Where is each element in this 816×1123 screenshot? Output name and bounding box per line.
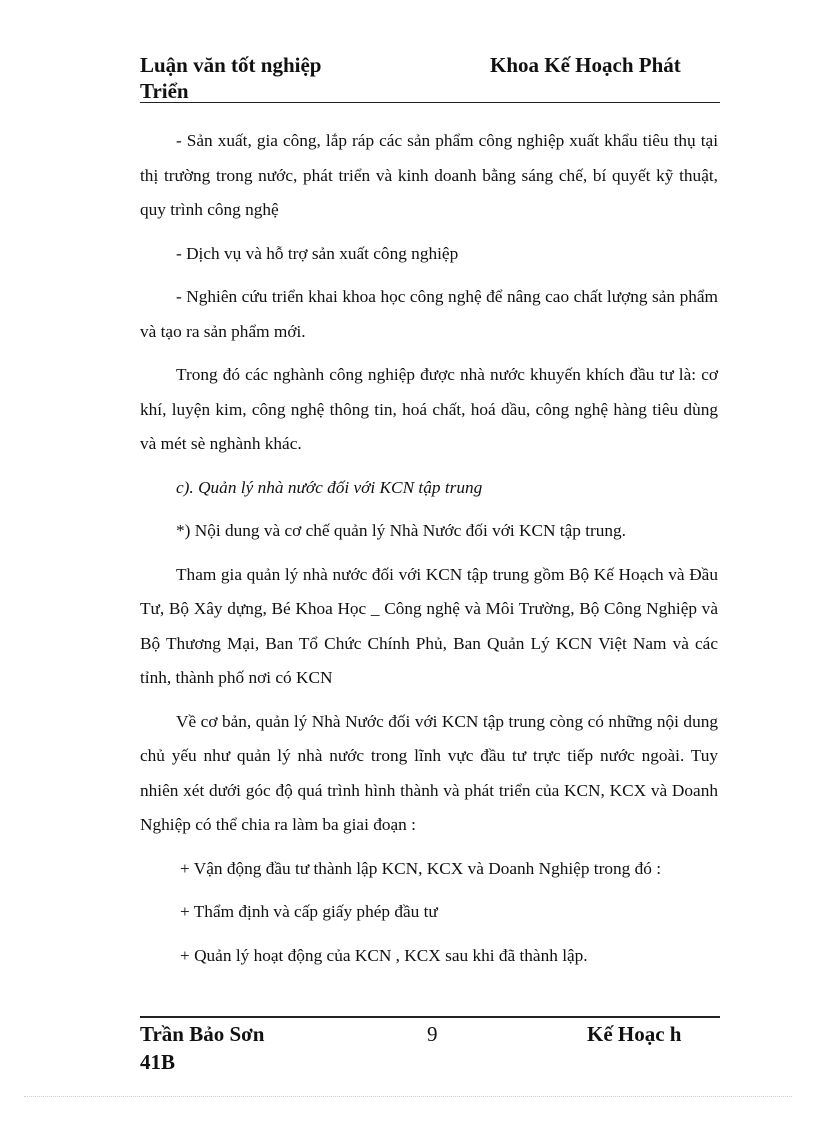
page-header bbox=[140, 52, 720, 104]
footer-department: Kế Hoạc h bbox=[587, 1022, 682, 1046]
list-item-investment-promotion: + Vận động đầu tư thành lập KCN, KCX và Doanh Nghiệp trong đó : bbox=[180, 858, 662, 878]
paragraph-research: - Nghiên cứu triển khai khoa học công nghệ để nâng cao chất lượng sản phẩm và tạo ra sản phẩm mới. bbox=[140, 287, 718, 341]
footer-author: Trần Bảo Sơn bbox=[140, 1022, 265, 1046]
paragraph-services: - Dịch vụ và hỗ trợ sản xuất công nghiệp bbox=[176, 243, 459, 263]
header-rule bbox=[140, 102, 720, 103]
subheading-content-mechanism: *) Nội dung và cơ chế quản lý Nhà Nước đối với KCN tập trung. bbox=[176, 521, 627, 540]
paragraph-encouraged-industries: Trong đó các nghành công nghiệp được nhà nước khuyến khích đầu tư là: cơ khí, luyện kim, công nghệ thông tin, hoá chất, hoá dầu, công nghệ hàng tiêu dùng và mét sè nghành khác. bbox=[140, 365, 718, 453]
list-item-appraisal: + Thẩm định và cấp giấy phép đầu tư bbox=[180, 902, 438, 921]
header-faculty: Khoa Kế Hoạch Phát bbox=[490, 53, 681, 77]
body-text bbox=[140, 124, 718, 973]
paragraph-participants: Tham gia quản lý nhà nước đối với KCN tập trung gồm Bộ Kế Hoạch và Đầu Tư, Bộ Xây dựng, Bé Khoa Học _ Công nghệ và Môi Trường, Bộ Công Nghiệp và Bộ Thương Mại, Ban Tổ Chức Chính Phủ, Ban Quản Lý KCN Việt Nam và các tỉnh, thành phố nơi có KCN bbox=[140, 564, 718, 687]
footer-class: 41B bbox=[140, 1050, 176, 1074]
paragraph-basics: Về cơ bản, quản lý Nhà Nước đối với KCN tập trung còng có những nội dung chủ yếu như quản lý nhà nước trong lĩnh vực đầu tư trực tiếp nước ngoài. Tuy nhiên xét dưới góc độ quá trình hình thành và phát triển của KCN, KCX và Doanh Nghiệp có thể chia ra làm ba giai đoạn : bbox=[140, 711, 718, 834]
header-faculty-continued: Triển bbox=[140, 79, 189, 103]
page-footer bbox=[140, 1021, 720, 1077]
footer-rule bbox=[140, 1016, 720, 1018]
header-thesis-title: Luận văn tốt nghiệp bbox=[140, 53, 322, 77]
section-heading-c: c). Quản lý nhà nước đối với KCN tập trung bbox=[176, 477, 483, 497]
paragraph-production: - Sản xuất, gia công, lắp ráp các sản phẩm công nghiệp xuất khẩu tiêu thụ tại thị trường trong nước, phát triển và kinh doanh bằng sáng chế, bí quyết kỹ thuật, quy trình công nghệ bbox=[140, 131, 718, 219]
list-item-operation-management: + Quản lý hoạt động của KCN , KCX sau khi đã thành lập. bbox=[180, 945, 588, 965]
page-edge-divider bbox=[24, 1096, 792, 1097]
page-number: 9 bbox=[427, 1022, 438, 1046]
